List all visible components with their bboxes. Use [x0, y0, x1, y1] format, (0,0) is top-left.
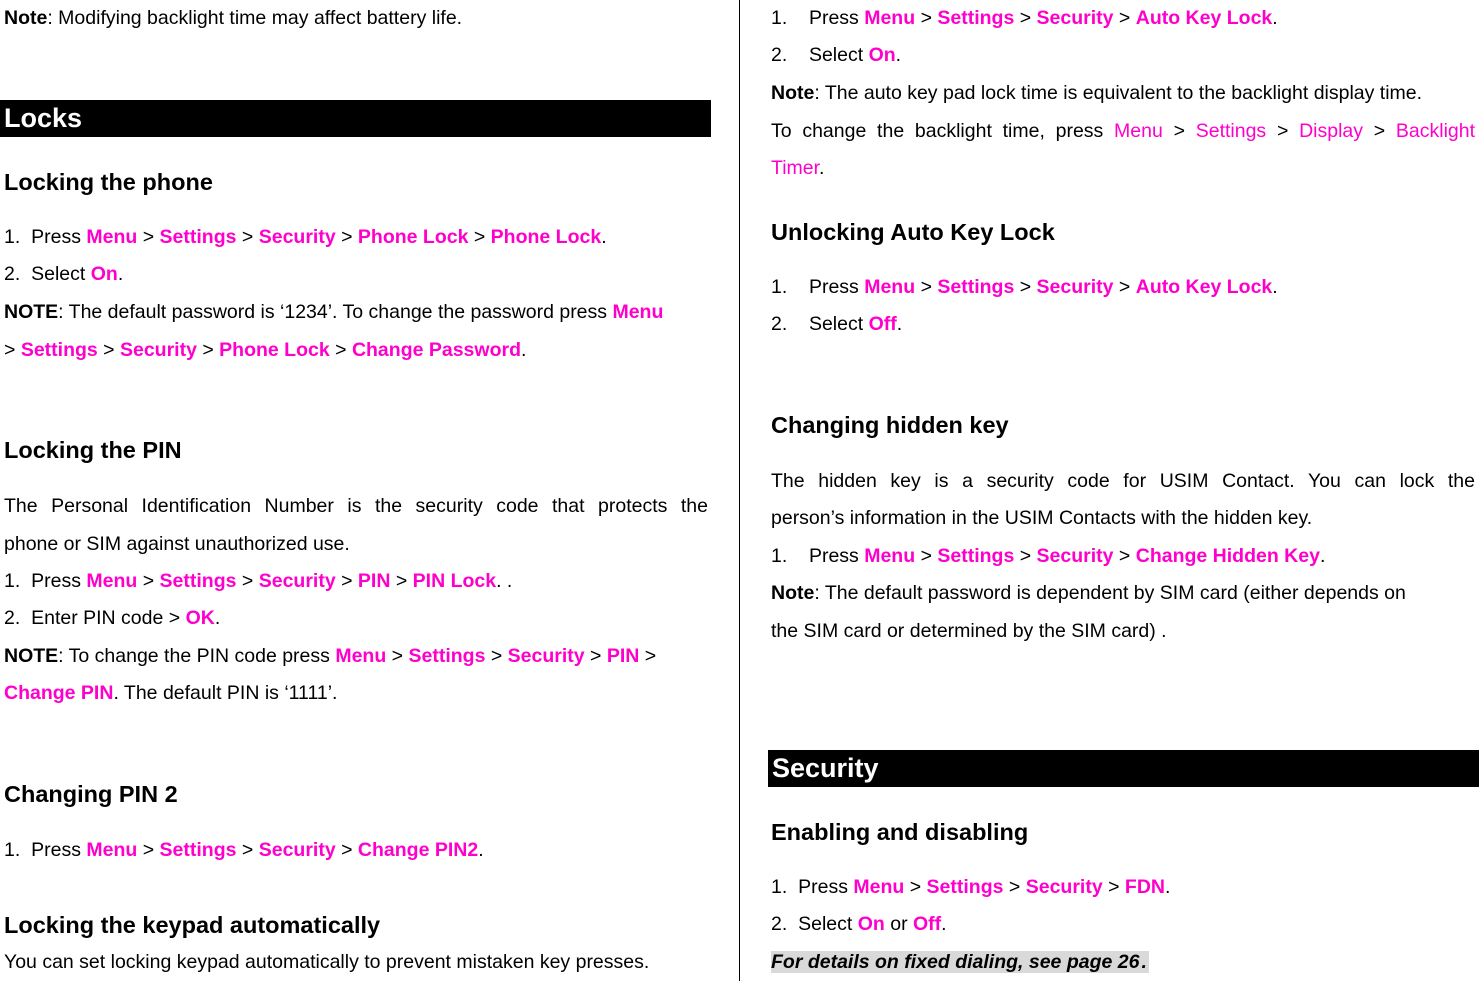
- locks-section-header: Locks: [0, 100, 711, 137]
- unlock-heading: Unlocking Auto Key Lock: [771, 219, 1055, 245]
- fdn-details-note: For details on fixed dialing, see page 26 .: [771, 951, 1147, 973]
- backlight-change-line-2: Timer.: [771, 157, 825, 179]
- keypad-text: You can set locking keypad automatically to prevent mistaken key presses.: [4, 951, 650, 973]
- pin-lock-step-1: 1. Press Menu > Settings > Security > PIN > PIN Lock. .: [4, 570, 513, 592]
- pin2-step-1: 1. Press Menu > Settings > Security > Change PIN2.: [4, 839, 484, 861]
- phone-lock-step-1: 1. Press Menu > Settings > Security > Phone Lock > Phone Lock.: [4, 226, 607, 248]
- hidden-key-note-line-1: Note: The default password is dependent by SIM card (either depends on: [771, 582, 1406, 604]
- keypad-heading: Locking the keypad automatically: [4, 912, 381, 938]
- auto-lock-note: Note: The auto key pad lock time is equivalent to the backlight display time.: [771, 82, 1423, 104]
- pin-note-line-2: Change PIN. The default PIN is ‘1111’.: [4, 682, 338, 704]
- fdn-step-1: 1. Press Menu > Settings > Security > FDN.: [771, 876, 1171, 898]
- backlight-note: Note: Modifying backlight time may affect battery life.: [4, 7, 463, 29]
- column-divider: [739, 0, 740, 981]
- phone-lock-note-line-2: > Settings > Security > Phone Lock > Change Password.: [4, 339, 527, 361]
- locking-pin-heading: Locking the PIN: [4, 437, 182, 463]
- pin2-heading: Changing PIN 2: [4, 781, 178, 807]
- hidden-key-note-line-2: the SIM card or determined by the SIM card) .: [771, 620, 1167, 642]
- pin-lock-step-2: 2. Enter PIN code > OK.: [4, 607, 221, 629]
- fdn-step-2: 2. Select On or Off.: [771, 913, 947, 935]
- security-section-header: Security: [768, 750, 1479, 787]
- hidden-key-paragraph-line-2: person’s information in the USIM Contacts with the hidden key.: [771, 507, 1313, 529]
- enabling-heading: Enabling and disabling: [771, 819, 1029, 845]
- unlock-step-1: 1. Press Menu > Settings > Security > Auto Key Lock.: [771, 276, 1278, 298]
- auto-lock-step-1: 1. Press Menu > Settings > Security > Auto Key Lock.: [771, 7, 1278, 29]
- phone-lock-note-line-1: NOTE: The default password is ‘1234’. To change the password press Menu: [4, 301, 664, 323]
- unlock-step-2: 2. Select Off.: [771, 313, 903, 335]
- hidden-key-paragraph-line-1: The hidden key is a security code for USIM Contact. You can lock the: [771, 470, 1475, 492]
- locking-phone-heading: Locking the phone: [4, 169, 213, 195]
- pin-paragraph-line-1: The Personal Identification Number is the security code that protects the: [4, 495, 708, 517]
- hidden-key-step-1: 1. Press Menu > Settings > Security > Change Hidden Key.: [771, 545, 1326, 567]
- pin-note-line-1: NOTE: To change the PIN code press Menu > Settings > Security > PIN >: [4, 645, 657, 667]
- backlight-change-line-1: To change the backlight time, press Menu > Settings > Display > Backlight: [771, 120, 1476, 142]
- hidden-key-heading: Changing hidden key: [771, 412, 1009, 438]
- auto-lock-step-2: 2. Select On.: [771, 44, 902, 66]
- pin-paragraph-line-2: phone or SIM against unauthorized use.: [4, 533, 350, 555]
- phone-lock-step-2: 2. Select On.: [4, 263, 124, 285]
